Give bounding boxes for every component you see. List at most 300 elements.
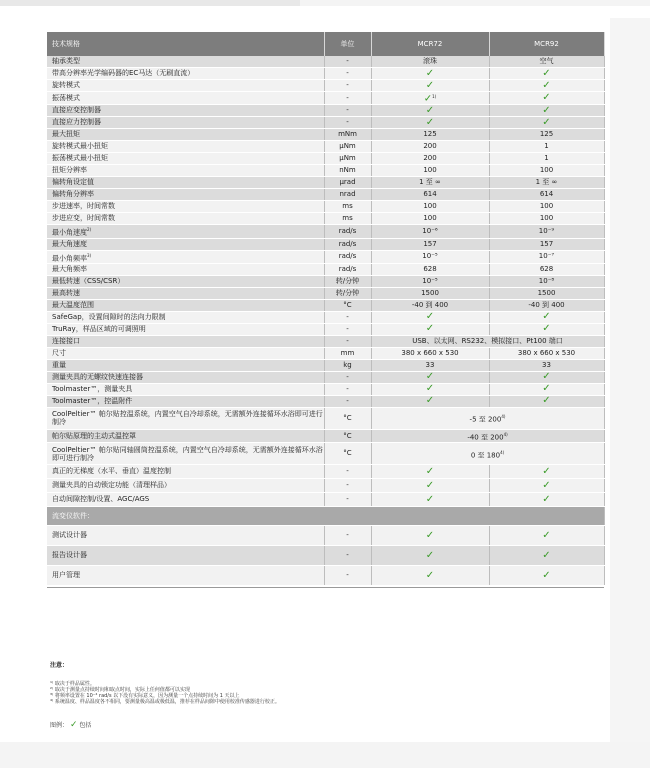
mcr72-cell — [371, 201, 489, 213]
unit-cell-text: - — [346, 69, 349, 77]
unit-cell-text: nrad — [339, 190, 356, 199]
mcr72-cell-text: 10⁻⁶ — [422, 226, 438, 235]
spec-cell — [47, 225, 324, 238]
spec-cell-text: 扭矩分辨率 — [52, 166, 87, 175]
spec-cell-text: 最小角频率 — [52, 253, 87, 262]
unit-cell-text: ms — [342, 214, 353, 223]
mcr92-cell — [489, 213, 604, 225]
spec-cell-text: 带高分辨率光学编码器的EC马达（无刷直流） — [52, 69, 195, 77]
unit-cell-text: mm — [340, 348, 355, 357]
unit-cell — [324, 141, 371, 153]
right-margin-strip — [610, 18, 650, 768]
mcr92-cell-text: 1 至 ∞ — [535, 178, 558, 187]
spec-cell — [47, 105, 324, 117]
mcr92-cell — [489, 493, 604, 507]
mcr92-cell — [489, 68, 604, 80]
footnote-ref: 3) — [87, 252, 92, 258]
footnote-ref: 4) — [501, 414, 506, 420]
mcr72-cell — [371, 371, 489, 383]
notes-title: 注意： — [50, 662, 69, 669]
unit-cell-text: °C — [343, 449, 352, 458]
spec-cell-text: 测试设计器 — [52, 531, 87, 540]
spec-cell-text: 步进应变，时间常数 — [52, 214, 115, 223]
spec-cell-text: 最大角速度 — [52, 239, 87, 248]
mcr72-cell — [371, 311, 489, 323]
spec-cell-text: 最大扭矩 — [52, 130, 80, 139]
unit-cell-text: rad/s — [338, 239, 357, 248]
spec-cell-text: 重量 — [52, 360, 66, 369]
unit-cell-text: - — [346, 481, 349, 490]
table-row — [47, 299, 604, 311]
spec-cell — [47, 68, 324, 80]
unit-cell — [324, 189, 371, 201]
check-icon: ✓ — [425, 395, 435, 407]
spec-cell — [47, 56, 324, 68]
mcr72-cell-text: 100 — [423, 166, 437, 175]
table-row — [47, 371, 604, 383]
spec-cell-text: 帕尔贴原理的主动式温控罩 — [52, 431, 136, 440]
spec-cell-text: 旋转模式最小扭矩 — [52, 142, 108, 151]
header-mcr92: MCR92 — [489, 32, 604, 56]
spec-cell-text: SafeGap，设置间隙时的法向力限制 — [52, 312, 166, 321]
mcr72-cell — [371, 479, 489, 493]
mcr72-cell-text: 125 — [423, 130, 437, 139]
mcr72-cell-text: 1 至 ∞ — [419, 178, 441, 187]
unit-cell — [324, 299, 371, 311]
spec-cell — [47, 526, 324, 546]
unit-cell-text: rad/s — [338, 252, 357, 261]
note-item: ¹⁾ 取决于样品属性。 — [50, 681, 95, 687]
table-row — [47, 479, 604, 493]
spec-cell — [47, 335, 324, 347]
mcr92-cell — [489, 201, 604, 213]
unit-cell-text: μNm — [339, 142, 356, 151]
unit-cell-text: - — [346, 372, 349, 381]
unit-cell — [324, 56, 371, 68]
note-item: ⁴⁾ 系统温度、样品温度各不相同，要测量极高温或极低温，推荐在样品间隙中使用校准传感器进行校正。 — [50, 699, 280, 705]
unit-cell — [324, 443, 371, 465]
unit-cell-text: °C — [343, 413, 352, 422]
spec-cell-text: 步进速率，时间常数 — [52, 202, 115, 211]
mcr92-cell — [489, 371, 604, 383]
unit-cell — [324, 165, 371, 177]
table-row — [47, 566, 604, 586]
table-row — [47, 287, 604, 299]
mcr92-cell — [489, 479, 604, 493]
table-row — [47, 263, 604, 275]
unit-cell — [324, 465, 371, 479]
spec-cell-text: 轴承类型 — [52, 57, 80, 65]
spec-table-body — [47, 56, 604, 586]
spec-cell — [47, 213, 324, 225]
unit-cell — [324, 287, 371, 299]
spec-cell — [47, 250, 324, 263]
mcr92-cell-text: 1 — [544, 154, 549, 163]
unit-cell-text: °C — [343, 431, 352, 440]
unit-cell-text: μNm — [339, 154, 356, 163]
unit-cell-text: kg — [343, 360, 352, 369]
check-icon: ✓ — [425, 104, 435, 116]
mcr92-cell-text: 空气 — [539, 57, 554, 65]
table-row — [47, 213, 604, 225]
value-span-cell-text: -40 至 200 — [467, 433, 504, 442]
spec-cell-text: 振荡模式 — [52, 93, 80, 102]
unit-cell — [324, 311, 371, 323]
mcr72-cell — [371, 263, 489, 275]
footnote-ref: 1) — [432, 94, 437, 99]
mcr72-cell — [371, 566, 489, 586]
spec-cell-text: 测量夹具的无螺纹快速连接器 — [52, 372, 143, 381]
check-icon: ✓ — [542, 79, 551, 91]
mcr72-cell — [371, 546, 489, 566]
mcr92-cell — [489, 546, 604, 566]
mcr92-cell — [489, 129, 604, 141]
table-row — [47, 335, 604, 347]
unit-cell-text: - — [346, 336, 349, 345]
mcr92-cell — [489, 347, 604, 359]
mcr92-cell — [489, 526, 604, 546]
spec-cell-text: 自动间隙控制/设置、AGC/AGS — [52, 495, 150, 504]
mcr92-cell — [489, 165, 604, 177]
check-icon: ✓ — [542, 529, 551, 541]
mcr72-cell — [371, 141, 489, 153]
unit-cell — [324, 407, 371, 429]
mcr92-cell-text: 100 — [539, 202, 554, 211]
unit-cell — [324, 323, 371, 335]
spec-cell — [47, 141, 324, 153]
spec-cell — [47, 299, 324, 311]
mcr72-cell-text: 614 — [423, 190, 437, 199]
mcr72-cell-text: 10⁻⁵ — [422, 252, 438, 261]
mcr72-cell — [371, 323, 489, 335]
spec-cell — [47, 275, 324, 287]
note-item: ³⁾ 将频率设置在 10⁻⁴ rad/s 以下没有实际意义，因为测量一个点持续时间为 1 天以上 — [50, 693, 240, 699]
unit-cell — [324, 92, 371, 105]
check-icon: ✓ — [425, 323, 435, 335]
spec-table — [47, 32, 605, 586]
mcr72-cell — [371, 56, 489, 68]
mcr92-cell — [489, 395, 604, 407]
value-span-cell — [371, 335, 604, 347]
unit-cell — [324, 347, 371, 359]
mcr92-cell — [489, 117, 604, 129]
check-icon: ✓ — [425, 465, 435, 477]
table-row — [47, 238, 604, 250]
unit-cell-text: - — [346, 312, 349, 321]
table-row — [47, 465, 604, 479]
check-icon: ✓ — [542, 116, 551, 128]
value-span-cell — [371, 443, 604, 465]
spec-cell-text: Toolmaster™，测量夹具 — [52, 384, 133, 393]
spec-cell — [47, 566, 324, 586]
check-icon: ✓ — [69, 720, 78, 730]
header-unit: 单位 — [324, 32, 371, 56]
table-row — [47, 407, 604, 429]
check-icon: ✓ — [542, 92, 551, 104]
unit-cell-text: - — [346, 324, 349, 333]
unit-cell-text: - — [346, 106, 349, 115]
spec-cell-text: 最大角频率 — [52, 264, 87, 273]
unit-cell — [324, 213, 371, 225]
mcr92-cell — [489, 189, 604, 201]
unit-cell — [324, 117, 371, 129]
spec-cell — [47, 443, 324, 465]
unit-cell-text: rad/s — [338, 264, 357, 273]
top-banner-highlight — [300, 0, 650, 6]
mcr72-cell — [371, 129, 489, 141]
mcr72-cell — [371, 117, 489, 129]
mcr92-cell — [489, 141, 604, 153]
spec-cell — [47, 189, 324, 201]
unit-cell — [324, 238, 371, 250]
spec-cell — [47, 287, 324, 299]
mcr92-cell-text: 1500 — [537, 288, 556, 297]
mcr92-cell — [489, 275, 604, 287]
table-row — [47, 493, 604, 507]
unit-cell — [324, 566, 371, 586]
mcr92-cell-text: 10⁻⁸ — [538, 276, 555, 285]
spec-cell-text: 直接应变控制器 — [52, 106, 101, 115]
footnote-ref: 4) — [503, 431, 508, 437]
unit-cell — [324, 68, 371, 80]
spec-cell — [47, 153, 324, 165]
legend-label: 图例： — [50, 722, 69, 729]
check-icon: ✓ — [425, 79, 435, 91]
unit-cell-text: - — [346, 467, 349, 476]
table-row — [47, 141, 604, 153]
unit-cell — [324, 371, 371, 383]
unit-cell — [324, 479, 371, 493]
table-row — [47, 117, 604, 129]
check-icon: ✓ — [425, 529, 435, 541]
mcr92-cell-text: 125 — [539, 130, 554, 139]
unit-cell-text: - — [346, 571, 349, 580]
check-icon: ✓ — [425, 569, 435, 581]
unit-cell-text: - — [346, 384, 349, 393]
check-icon: ✓ — [425, 371, 435, 383]
spec-cell-text: 旋转模式 — [52, 81, 80, 89]
value-span-cell — [371, 407, 604, 429]
mcr92-cell-text: 10⁻⁷ — [538, 252, 555, 261]
mcr72-cell-text: 157 — [423, 239, 437, 248]
mcr92-cell — [489, 250, 604, 263]
table-row — [47, 92, 604, 105]
spec-cell — [47, 493, 324, 507]
unit-cell — [324, 493, 371, 507]
mcr92-cell — [489, 359, 604, 371]
unit-cell — [324, 201, 371, 213]
table-header-row — [47, 32, 604, 56]
table-row — [47, 68, 604, 80]
legend-text: 包括 — [79, 722, 92, 729]
spec-cell — [47, 383, 324, 395]
mcr92-cell — [489, 383, 604, 395]
table-row — [47, 383, 604, 395]
spec-cell-text: Toolmaster™，控温附件 — [52, 396, 133, 405]
table-row — [47, 526, 604, 546]
spec-cell — [47, 201, 324, 213]
table-bottom-rule — [47, 587, 604, 588]
mcr72-cell-text: 200 — [423, 142, 437, 151]
unit-cell-text: ms — [342, 202, 353, 211]
mcr72-cell-text: 100 — [423, 202, 437, 211]
spec-cell — [47, 177, 324, 189]
mcr92-cell-text: 380 x 660 x 530 — [517, 348, 576, 357]
table-row — [47, 311, 604, 323]
mcr72-cell-text: 380 x 660 x 530 — [401, 348, 459, 357]
spec-cell-text: 最低转速（CSS/CSR） — [52, 276, 125, 285]
spec-cell — [47, 323, 324, 335]
spec-cell-text: 振荡模式最小扭矩 — [52, 154, 108, 163]
section-title: 流变仪软件： — [47, 507, 604, 526]
mcr72-cell — [371, 105, 489, 117]
unit-cell — [324, 429, 371, 442]
mcr92-cell — [489, 299, 604, 311]
check-icon: ✓ — [542, 383, 551, 395]
unit-cell-text: 转/分钟 — [335, 288, 360, 297]
table-row — [47, 323, 604, 335]
spec-cell-text: 最高转速 — [52, 288, 80, 297]
mcr72-cell — [371, 395, 489, 407]
table-row — [47, 443, 604, 465]
spec-cell-text: 最小角速度 — [52, 228, 87, 237]
bottom-band — [0, 742, 650, 768]
legend — [50, 720, 91, 730]
mcr92-cell — [489, 287, 604, 299]
check-icon: ✓ — [542, 371, 551, 383]
unit-cell — [324, 263, 371, 275]
mcr92-cell — [489, 465, 604, 479]
mcr92-cell — [489, 56, 604, 68]
mcr72-cell — [371, 526, 489, 546]
check-icon: ✓ — [542, 311, 551, 323]
unit-cell-text: μrad — [339, 178, 356, 187]
mcr72-cell-text: 100 — [423, 214, 437, 223]
mcr72-cell — [371, 165, 489, 177]
table-row — [47, 275, 604, 287]
unit-cell-text: 转/分钟 — [335, 276, 360, 285]
spec-cell — [47, 238, 324, 250]
mcr72-cell — [371, 213, 489, 225]
unit-cell — [324, 153, 371, 165]
check-icon: ✓ — [425, 311, 435, 323]
check-icon: ✓ — [425, 493, 435, 505]
spec-cell — [47, 465, 324, 479]
mcr72-cell — [371, 299, 489, 311]
unit-cell-text: - — [346, 57, 349, 65]
mcr92-cell-text: 628 — [539, 264, 554, 273]
mcr72-cell-text: 1500 — [421, 288, 439, 297]
check-icon: ✓ — [425, 67, 435, 79]
spec-cell — [47, 546, 324, 566]
check-icon: ✓ — [542, 395, 551, 407]
unit-cell — [324, 250, 371, 263]
table-row — [47, 56, 604, 68]
unit-cell — [324, 80, 371, 92]
table-row — [47, 189, 604, 201]
table-row — [47, 546, 604, 566]
spec-cell — [47, 359, 324, 371]
mcr92-cell — [489, 323, 604, 335]
table-row — [47, 201, 604, 213]
unit-cell-text: - — [346, 531, 349, 540]
mcr92-cell-text: 33 — [542, 360, 551, 369]
mcr92-cell — [489, 311, 604, 323]
unit-cell — [324, 105, 371, 117]
spec-cell-text: CoolPeltier™ 帕尔贴控温系统，内置空气自冷却系统，无需额外连接循环水浴即可进行制冷 — [52, 410, 323, 427]
mcr72-cell — [371, 238, 489, 250]
mcr72-cell — [371, 92, 489, 105]
unit-cell-text: °C — [343, 300, 352, 309]
table-row — [47, 429, 604, 442]
mcr92-cell-text: 10⁻⁹ — [538, 226, 555, 235]
spec-cell-text: 报告设计器 — [52, 551, 87, 560]
mcr92-cell — [489, 92, 604, 105]
mcr92-cell — [489, 238, 604, 250]
spec-cell — [47, 479, 324, 493]
mcr92-cell — [489, 263, 604, 275]
mcr72-cell-text: 10⁻⁵ — [422, 276, 438, 285]
mcr72-cell — [371, 189, 489, 201]
mcr72-cell — [371, 68, 489, 80]
mcr92-cell-text: 157 — [539, 239, 554, 248]
unit-cell-text: - — [346, 396, 349, 405]
table-row — [47, 395, 604, 407]
check-icon: ✓ — [542, 493, 551, 505]
spec-cell — [47, 395, 324, 407]
check-icon: ✓ — [542, 479, 551, 491]
unit-cell — [324, 359, 371, 371]
unit-cell — [324, 129, 371, 141]
unit-cell — [324, 225, 371, 238]
mcr72-cell — [371, 225, 489, 238]
spec-cell — [47, 80, 324, 92]
mcr92-cell-text: 100 — [539, 214, 554, 223]
mcr92-cell-text: -40 到 400 — [528, 300, 565, 309]
mcr92-cell — [489, 153, 604, 165]
check-icon: ✓ — [425, 479, 435, 491]
spec-cell-text: 连接接口 — [52, 336, 80, 345]
note-item: ²⁾ 取决于测量点持续时间和取点时间，实际上任何值都可以实现 — [50, 687, 190, 693]
table-row — [47, 347, 604, 359]
unit-cell-text: - — [346, 551, 349, 560]
section-header-software — [47, 507, 604, 526]
notes-list — [50, 681, 280, 705]
spec-cell-text: 测量夹具的自动锁定功能（清理样品） — [52, 481, 171, 490]
check-icon: ✓ — [425, 383, 435, 395]
spec-cell — [47, 407, 324, 429]
mcr72-cell — [371, 347, 489, 359]
unit-cell-text: mNm — [338, 130, 357, 139]
unit-cell — [324, 383, 371, 395]
mcr92-cell — [489, 177, 604, 189]
mcr72-cell-text: 滚珠 — [423, 57, 437, 65]
header-spec: 技术规格 — [47, 32, 324, 56]
footnote-ref: 2) — [87, 227, 92, 233]
unit-cell — [324, 177, 371, 189]
mcr72-cell — [371, 493, 489, 507]
spec-cell-text: 偏转角设定值 — [52, 178, 94, 187]
unit-cell — [324, 546, 371, 566]
unit-cell-text: nNm — [339, 166, 356, 175]
mcr72-cell-text: 33 — [425, 360, 435, 369]
unit-cell — [324, 526, 371, 546]
value-span-cell-text: USB、以太网、RS232、模拟接口、Pt100 端口 — [412, 336, 563, 345]
spec-cell-text: 真正的无梯度（水平、垂直）温度控制 — [52, 467, 171, 476]
table-row — [47, 153, 604, 165]
table-row — [47, 80, 604, 92]
footnote-ref: 4) — [500, 449, 505, 455]
